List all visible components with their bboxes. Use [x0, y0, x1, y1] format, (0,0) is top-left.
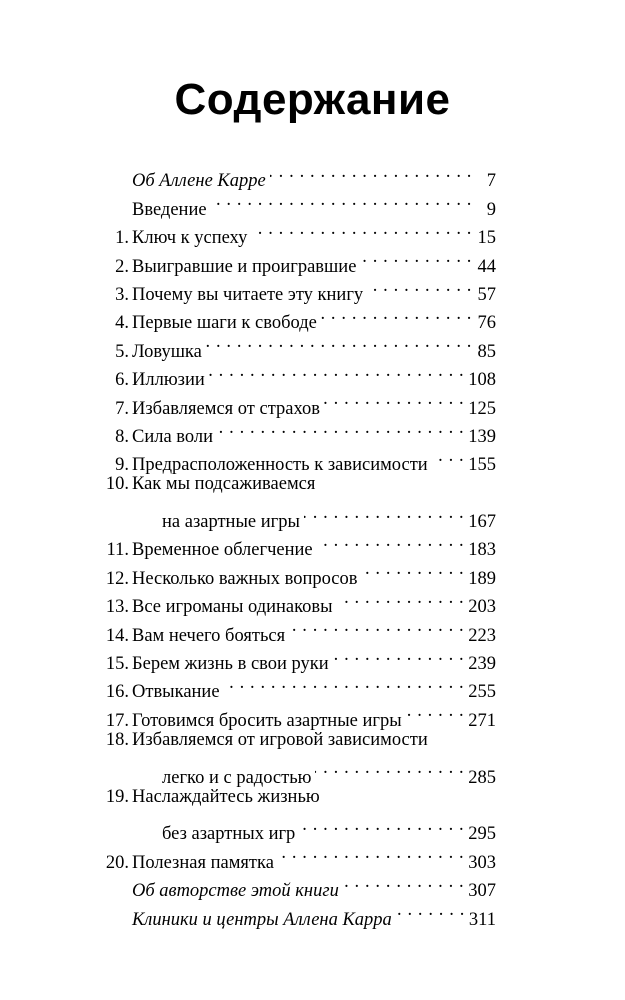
toc-entry-number: 2. — [115, 256, 129, 277]
toc-entry-title: Наслаждайтесь жизнью — [132, 786, 320, 807]
toc-entry-number: 15. — [105, 654, 129, 675]
toc-entry-page: 183 — [468, 540, 496, 561]
toc-entry-title: Берем жизнь в свои руки — [132, 654, 329, 675]
toc-entry-number: 7. — [115, 398, 129, 419]
dot-leader — [367, 272, 472, 300]
dot-leader — [360, 243, 472, 271]
toc-entry-title: Как мы подсаживаемся — [132, 474, 316, 495]
toc-entry-title: Клиники и центры Аллена Карра — [132, 909, 392, 930]
toc-entry-title: Несколько важных вопросов — [132, 568, 358, 589]
dot-leader — [251, 215, 472, 243]
dot-leader — [209, 357, 464, 385]
toc-entry-page: 15 — [477, 228, 496, 249]
toc-entry-number: 8. — [115, 426, 129, 447]
toc-entry-page: 125 — [468, 398, 496, 419]
dot-leader — [299, 811, 464, 839]
toc-entry-page: 307 — [468, 881, 496, 902]
dot-leader — [432, 442, 465, 470]
toc-entry-page: 85 — [477, 341, 496, 362]
toc-entry-title: Готовимся бросить азартные игры — [132, 710, 402, 731]
dot-leader — [304, 499, 464, 527]
toc-entry-title: Об Аллене Карре — [132, 171, 266, 192]
toc-entry-title: Избавляемся от страхов — [132, 398, 321, 419]
toc-entry-number: 19. — [105, 786, 129, 807]
toc-entry-title: Почему вы читаете эту книгу — [132, 284, 364, 305]
toc-entry-title: Об авторстве этой книги — [132, 881, 339, 902]
toc-entry-title: Полезная памятка — [132, 852, 274, 873]
toc-entry-page: 189 — [468, 568, 496, 589]
toc-entry-number: 6. — [115, 370, 129, 391]
dot-leader — [396, 896, 465, 924]
toc-entry-page: 239 — [468, 654, 496, 675]
toc-entry-title: Введение — [132, 199, 207, 220]
dot-leader — [337, 584, 465, 612]
dot-leader — [406, 697, 465, 725]
toc-entry-page: 167 — [468, 512, 496, 533]
dot-leader — [362, 555, 465, 583]
toc-entry-page: 203 — [468, 597, 496, 618]
toc-entry-title: Ключ к успеху — [132, 228, 248, 249]
toc-entry-number: 13. — [105, 597, 129, 618]
toc-entry-title: Временное облегчение — [132, 540, 313, 561]
dot-leader — [206, 328, 472, 356]
toc-entry-title: Избавляемся от игровой зависимости — [132, 729, 428, 750]
dot-leader — [321, 300, 472, 328]
toc-entry-number: 3. — [115, 284, 129, 305]
toc-entry-page: 7 — [486, 171, 496, 192]
toc-entry-page: 311 — [468, 909, 496, 930]
toc-entry-number: 11. — [106, 540, 129, 561]
toc-entry-number: 10. — [105, 474, 129, 495]
dot-leader — [211, 186, 472, 214]
toc-entry-title: Отвыкание — [132, 682, 220, 703]
toc-entry-continuation — [96, 811, 496, 845]
toc-entry-page: 44 — [477, 256, 496, 277]
toc-entry-page: 9 — [486, 199, 496, 220]
toc-entry-page: 76 — [477, 313, 496, 334]
toc-entry-continuation — [96, 499, 496, 533]
toc-entry — [96, 470, 496, 498]
toc-entry-number: 4. — [115, 313, 129, 334]
dot-leader — [315, 754, 464, 782]
table-of-contents — [96, 158, 496, 930]
toc-entry-number: 20. — [105, 852, 129, 873]
toc-entry-continuation — [96, 754, 496, 788]
toc-entry-page: 271 — [468, 710, 496, 731]
dot-leader — [289, 612, 464, 640]
dot-leader — [224, 669, 465, 697]
dot-leader — [343, 868, 464, 896]
toc-entry-page: 223 — [468, 625, 496, 646]
toc-entry-page: 295 — [468, 824, 496, 845]
toc-entry-page: 57 — [477, 284, 496, 305]
dot-leader — [278, 839, 464, 867]
dot-leader — [333, 641, 465, 669]
toc-entry-page: 155 — [468, 455, 496, 476]
toc-entry-number: 14. — [105, 625, 129, 646]
toc-entry-number: 12. — [105, 568, 129, 589]
toc-entry-title-continued: на азартные игры — [162, 512, 300, 533]
toc-entry-title-continued: без азартных игр — [162, 824, 296, 845]
toc-entry-title: Все игроманы одинаковы — [132, 597, 333, 618]
dot-leader — [324, 385, 464, 413]
toc-entry — [96, 783, 496, 811]
dot-leader — [317, 527, 465, 555]
toc-entry-title: Иллюзии — [132, 370, 205, 391]
toc-entry-title: Вам нечего бояться — [132, 625, 286, 646]
dot-leader — [270, 158, 472, 186]
toc-entry-page: 108 — [468, 370, 496, 391]
toc-entry-number: 9. — [115, 455, 129, 476]
toc-entry-page: 303 — [468, 852, 496, 873]
toc-entry-title: Сила воли — [132, 426, 214, 447]
toc-entry-title: Предрасположенность к зависимости — [132, 455, 428, 476]
toc-entry-number: 18. — [105, 729, 129, 750]
toc-entry-number: 5. — [115, 341, 129, 362]
toc-entry-number: 17. — [105, 710, 129, 731]
toc-entry-title: Выигравшие и проигравшие — [132, 256, 357, 277]
toc-entry — [96, 158, 496, 192]
dot-leader — [217, 414, 464, 442]
toc-entry-page: 285 — [468, 767, 496, 788]
toc-entry — [96, 726, 496, 754]
toc-entry-number: 1. — [115, 228, 129, 249]
toc-entry-number: 16. — [105, 682, 129, 703]
toc-entry-page: 139 — [468, 426, 496, 447]
toc-entry-title-continued: легко и с радостью — [162, 767, 312, 788]
toc-entry-title: Ловушка — [132, 341, 202, 362]
toc-entry-title: Первые шаги к свободе — [132, 313, 317, 334]
toc-entry-page: 255 — [468, 682, 496, 703]
page-title: Содержание — [174, 75, 451, 124]
